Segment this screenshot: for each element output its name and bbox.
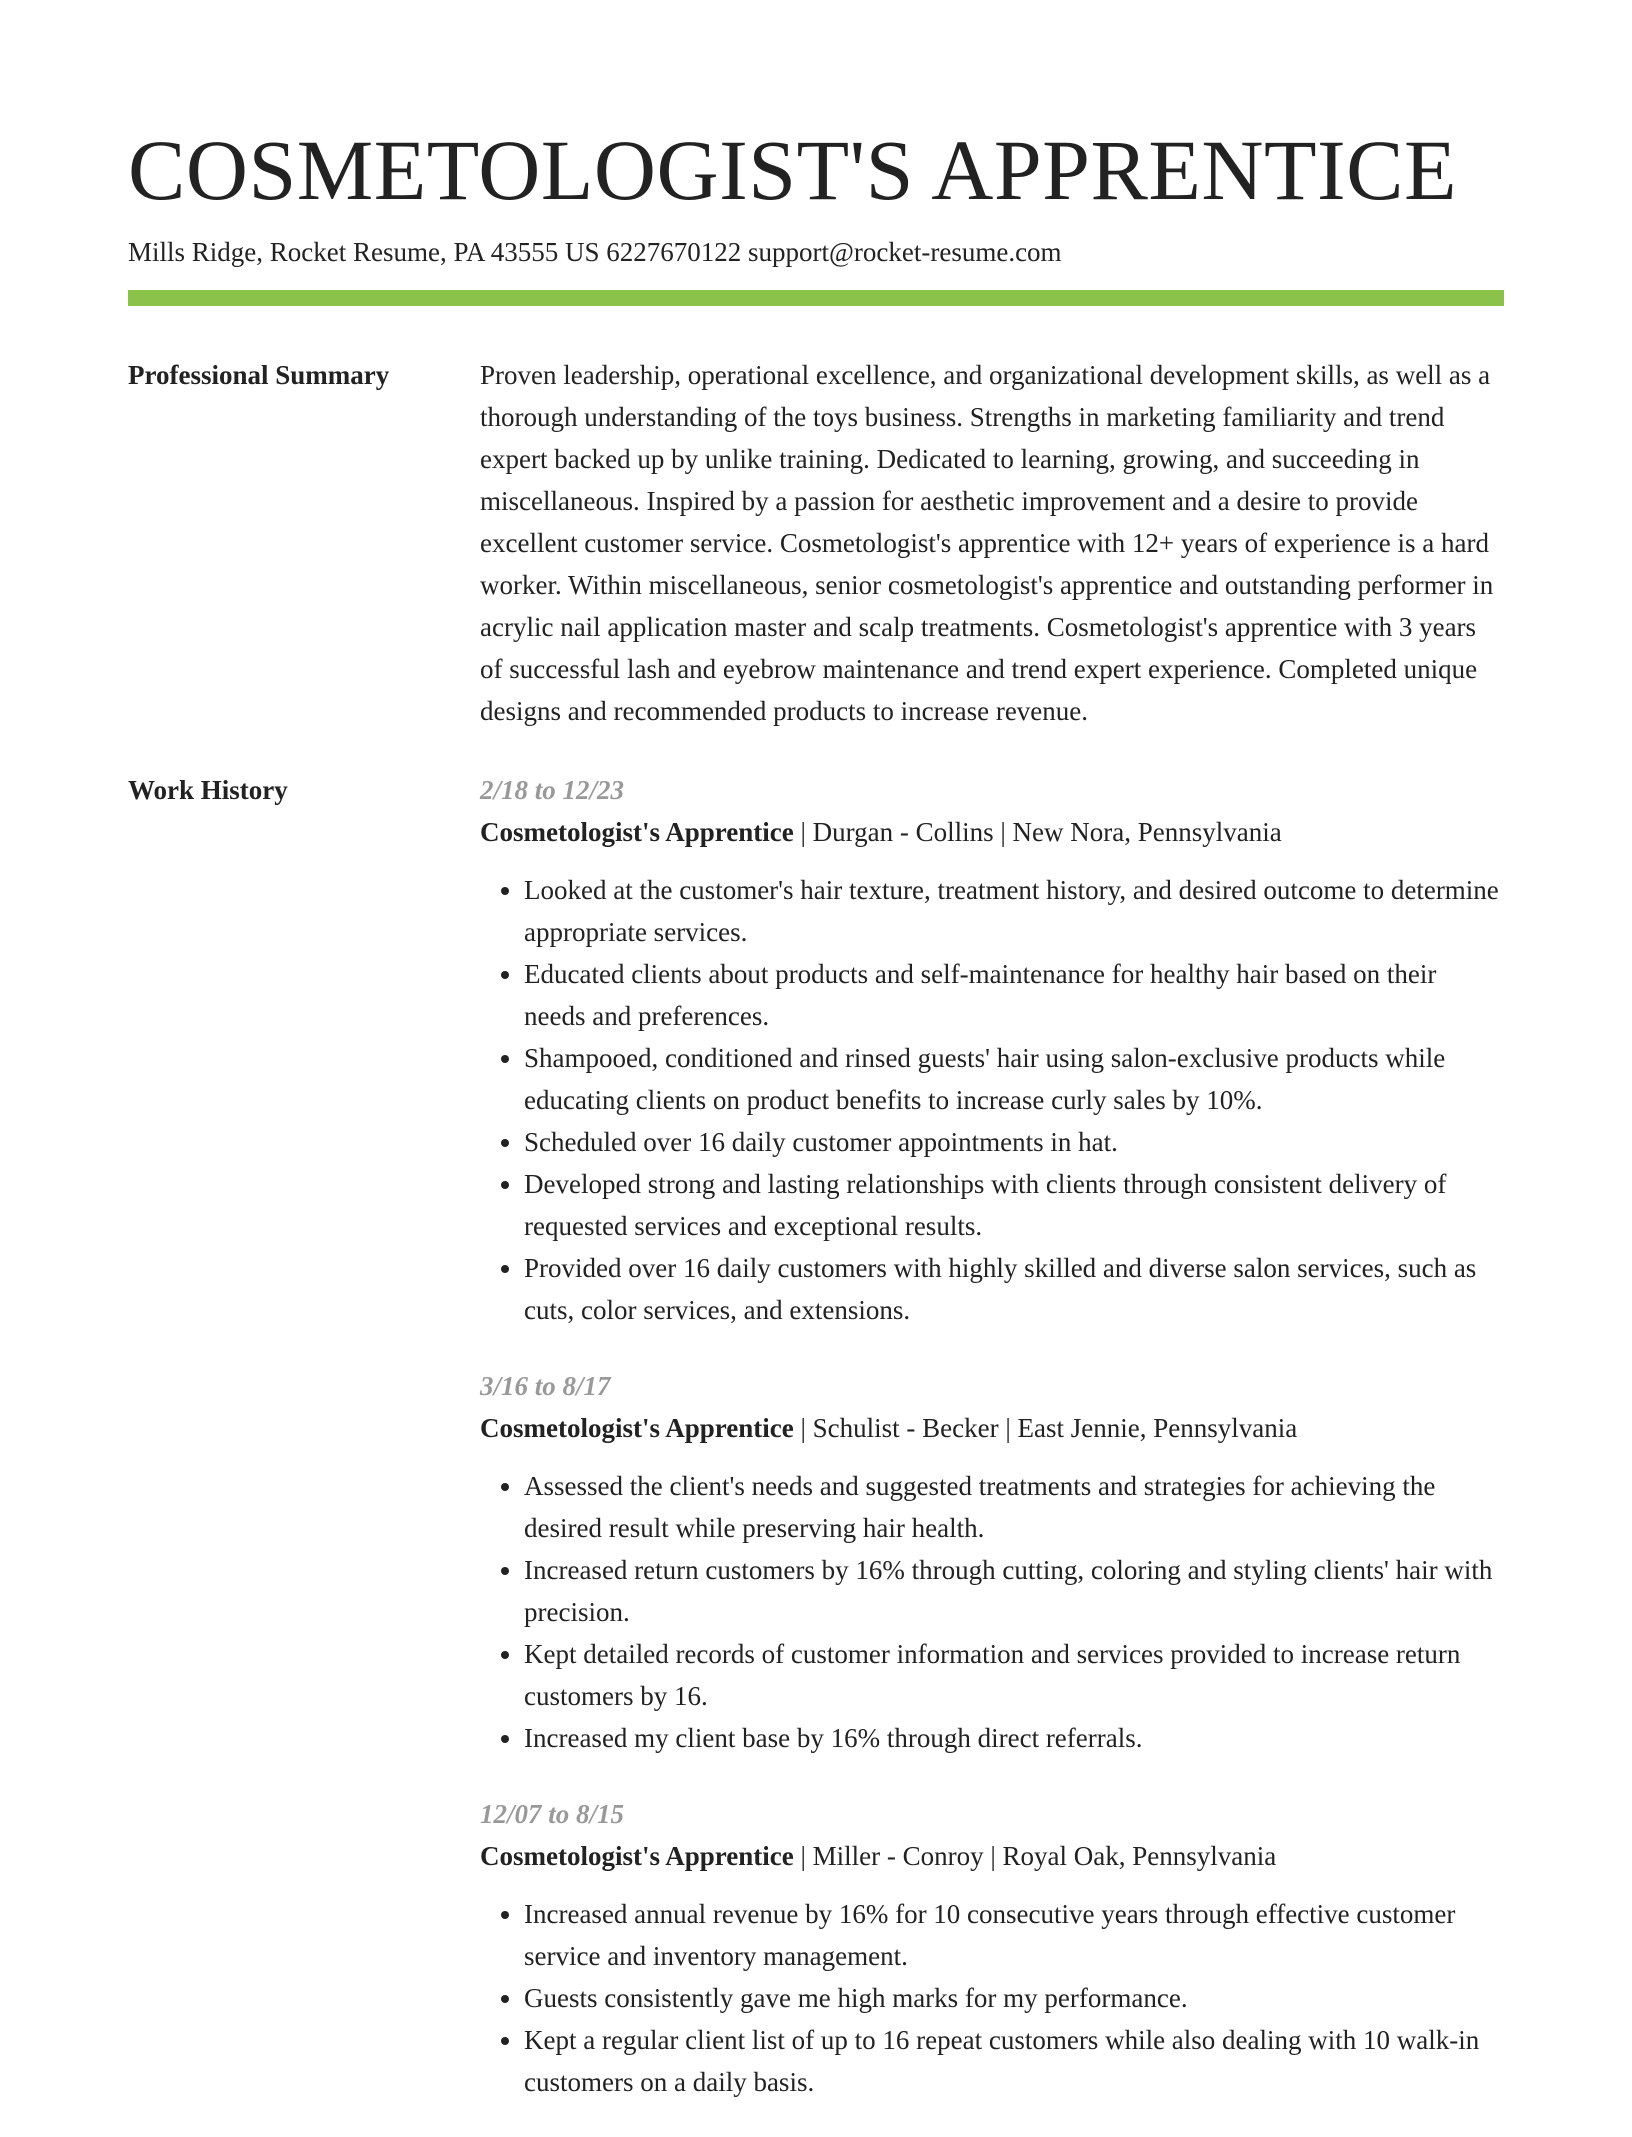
job-title: Cosmetologist's Apprentice [480, 1841, 794, 1871]
job-entry [480, 1793, 1504, 2103]
summary-text: Proven leadership, operational excellence, and organizational development skills, as well as a thorough understanding of the toys business. Strengths in marketing familiarity and trend expert backed up by unlike training. Dedicated to learning, growing, and succeeding in miscellaneous. Inspired by a passion for aesthetic improvement and a desire to provide excellent customer service. Cosmetologist's apprentice with 12+ years of experience is a hard worker. Within miscellaneous, senior cosmetologist's apprentice and outstanding performer in acrylic nail application master and scalp treatments. Cosmetologist's apprentice with 3 years of successful lash and eyebrow maintenance and trend expert experience. Completed unique designs and recommended products to increase revenue. [480, 360, 1494, 726]
job-details: | Durgan - Collins | New Nora, Pennsylvania [793, 817, 1282, 847]
summary-body [480, 354, 1504, 732]
section-label-work-history: Work History [128, 775, 288, 805]
job-title: Cosmetologist's Apprentice [480, 817, 794, 847]
page-title: COSMETOLOGIST'S APPRENTICE [128, 122, 1458, 218]
list-item: • Looked at the customer's hair texture, treatment history, and desired outcome to determine appropriate services. [524, 869, 1504, 953]
list-item: • Developed strong and lasting relationships with clients through consistent delivery of requested services and exceptional results. [524, 1163, 1504, 1247]
job-heading [480, 811, 1504, 853]
job-details: | Miller - Conroy | Royal Oak, Pennsylvania [793, 1841, 1277, 1871]
contact-line: Mills Ridge, Rocket Resume, PA 43555 US 6227670122 support@rocket-resume.com [128, 237, 1062, 267]
accent-divider [128, 290, 1504, 306]
job-title: Cosmetologist's Apprentice [480, 1413, 794, 1443]
section-label-summary: Professional Summary [128, 360, 390, 390]
resume-page [128, 0, 1504, 2137]
list-item: • Educated clients about products and self-maintenance for healthy hair based on their needs and preferences. [524, 953, 1504, 1037]
list-item: • Kept a regular client list of up to 16 repeat customers while also dealing with 10 walk-in customers on a daily basis. [524, 2019, 1504, 2103]
work-history-body [480, 769, 1504, 2137]
list-item: • Increased return customers by 16% through cutting, coloring and styling clients' hair with precision. [524, 1549, 1504, 1633]
list-item: • Increased annual revenue by 16% for 10 consecutive years through effective customer service and inventory management. [524, 1893, 1504, 1977]
job-details: | Schulist - Becker | East Jennie, Pennsylvania [793, 1413, 1298, 1443]
job-bullets [480, 1465, 1504, 1759]
job-dates: 12/07 to 8/15 [480, 1799, 625, 1829]
list-item: • Guests consistently gave me high marks for my performance. [524, 1977, 1504, 2019]
list-item: • Kept detailed records of customer information and services provided to increase return customers by 16. [524, 1633, 1504, 1717]
job-bullets [480, 869, 1504, 1331]
list-item: • Provided over 16 daily customers with highly skilled and diverse salon services, such as cuts, color services, and extensions. [524, 1247, 1504, 1331]
job-bullets [480, 1893, 1504, 2103]
job-entry [480, 1365, 1504, 1759]
job-entry [480, 769, 1504, 1331]
job-heading [480, 1835, 1504, 1877]
work-history-section [128, 769, 1504, 2137]
job-heading [480, 1407, 1504, 1449]
list-item: • Scheduled over 16 daily customer appointments in hat. [524, 1121, 1504, 1163]
job-dates: 2/18 to 12/23 [480, 775, 625, 805]
list-item: • Increased my client base by 16% through direct referrals. [524, 1717, 1504, 1759]
list-item: • Assessed the client's needs and suggested treatments and strategies for achieving the desired result while preserving hair health. [524, 1465, 1504, 1549]
job-dates: 3/16 to 8/17 [480, 1371, 611, 1401]
professional-summary-section [128, 354, 1504, 732]
list-item: • Shampooed, conditioned and rinsed guests' hair using salon-exclusive products while educating clients on product benefits to increase curly sales by 10%. [524, 1037, 1504, 1121]
